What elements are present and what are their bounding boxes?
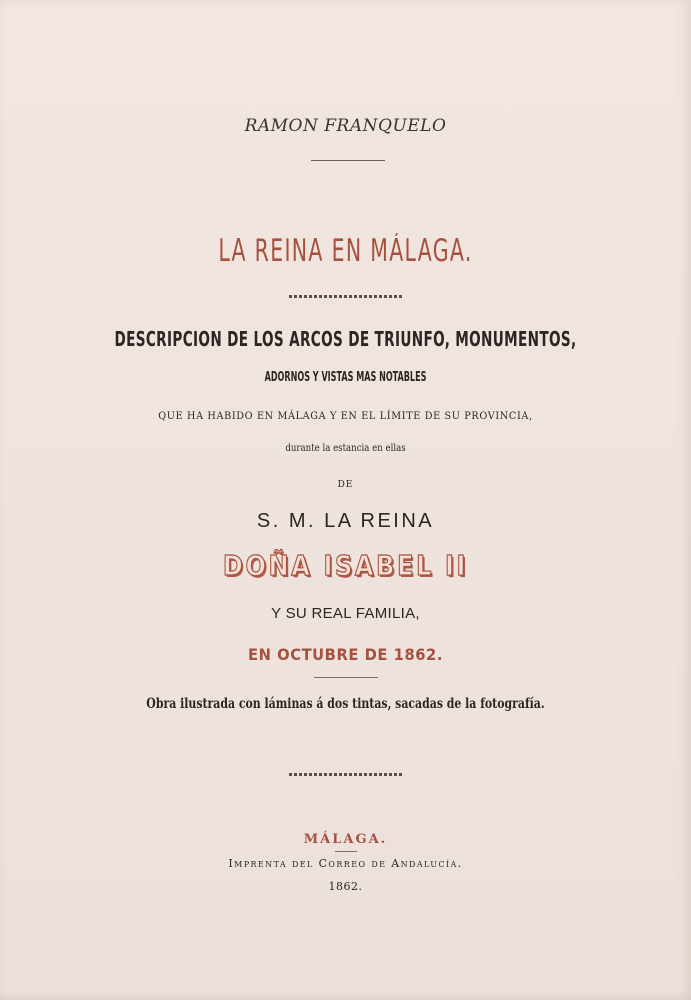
- subtitle-line-5: DE: [337, 480, 354, 490]
- subtitle-line-1: DESCRIPCION DE LOS ARCOS DE TRIUNFO, MONUMENTOS,: [114, 327, 577, 351]
- subtitle-line-2: ADORNOS Y VISTAS MAS NOTABLES: [264, 370, 427, 385]
- imprint-year: 1862.: [328, 880, 363, 893]
- imprint-press: Imprenta del Correo de Andalucía.: [228, 857, 463, 870]
- author-rule: [311, 160, 385, 161]
- honorific: S. M. LA REINA: [256, 510, 435, 532]
- date-rule: [314, 677, 378, 678]
- imprint-city: MÁLAGA.: [303, 832, 388, 847]
- royal-family: Y SU REAL FAMILIA,: [271, 605, 420, 622]
- author-name: RAMON FRANQUELO: [244, 116, 447, 136]
- city-rule: [335, 851, 357, 852]
- event-date: EN OCTUBRE DE 1862.: [247, 645, 443, 664]
- illustration-note: Obra ilustrada con láminas á dos tintas, sacadas de la fotografía.: [146, 696, 545, 712]
- subtitle-line-4: durante la estancia en ellas: [285, 443, 406, 454]
- title-ornament-rule: [289, 295, 403, 298]
- queen-name: DOÑA ISABEL II: [222, 549, 469, 582]
- bottom-ornament-rule: [289, 773, 403, 776]
- book-title: LA REINA EN MÁLAGA.: [218, 233, 473, 269]
- subtitle-line-3: QUE HA HABIDO EN MÁLAGA Y EN EL LÍMITE DE SU PROVINCIA,: [158, 410, 533, 422]
